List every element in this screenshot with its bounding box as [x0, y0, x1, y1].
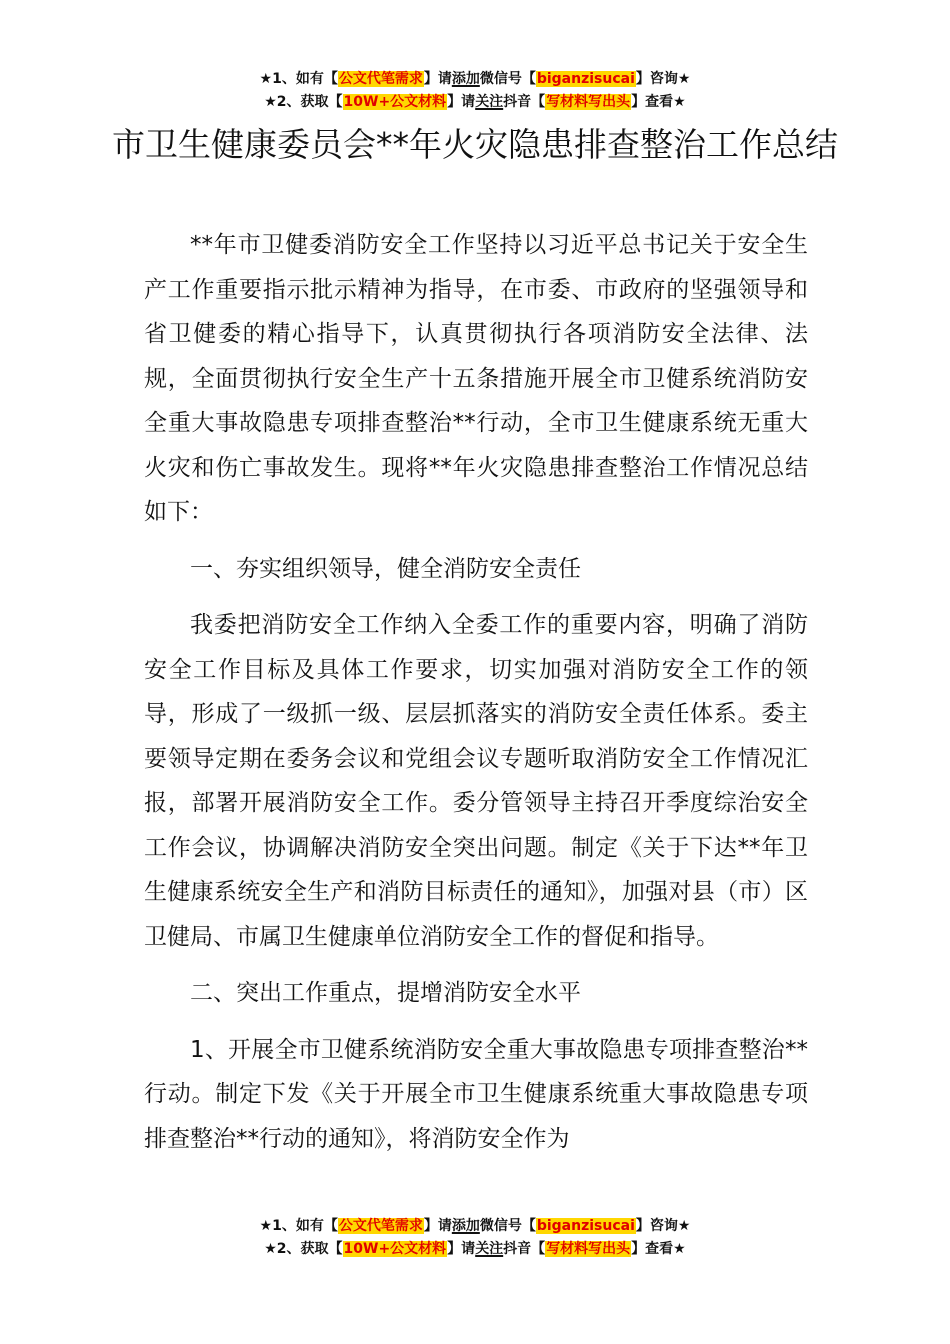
banner-line-1: ★1、如有【公文代笔需求】请添加微信号【biganzisucai】咨询★ — [259, 1218, 691, 1234]
banner-line-1: ★1、如有【公文代笔需求】请添加微信号【biganzisucai】咨询★ — [259, 71, 691, 87]
highlight-wechat-id: biganzisucai — [536, 71, 635, 87]
intro-paragraph: **年市卫健委消防安全工作坚持以习近平总书记关于安全生产工作重要指示批示精神为指导，在市委、市政府的坚强领导和省卫健委的精心指导下，认真贯彻执行各项消防安全法律、法规，全面贯彻执行安全生产十五条措施开展全市卫健系统消防安全重大事故隐患专项排查整治**行动，全市卫生健康系统无重大火灾和伤亡事故发生。现将**年火灾隐患排查整治工作情况总结如下： — [144, 232, 808, 525]
document-body — [144, 223, 808, 1161]
section-heading-1: 一、夯实组织领导，健全消防安全责任 — [190, 555, 581, 582]
section-2-paragraph: 1、开展全市卫健系统消防安全重大事故隐患专项排查整治**行动。制定下发《关于开展全市卫生健康系统重大事故隐患专项排查整治**行动的通知》，将消防安全作为 — [144, 1036, 808, 1152]
section-1-paragraph: 我委把消防安全工作纳入全委工作的重要内容，明确了消防安全工作目标及具体工作要求，切实加强对消防安全工作的领导，形成了一级抓一级、层层抓落实的消防安全责任体系。委主要领导定期在委务会议和党组会议专题听取消防安全工作情况汇报，部署开展消防安全工作。委分管领导主持召开季度综治安全工作会议，协调解决消防安全突出问题。制定《关于下达**年卫生健康系统安全生产和消防目标责任的通知》，加强对县（市）区卫健局、市属卫生健康单位消防安全工作的督促和指导。 — [144, 612, 808, 950]
highlight-douyin: 写材料写出头 — [546, 1241, 631, 1257]
highlight-service: 公文代笔需求 — [338, 71, 423, 87]
banner-line-2: ★2、获取【10W+公文材料】请关注抖音【写材料写出头】查看★ — [264, 94, 686, 110]
highlight-service: 公文代笔需求 — [338, 1218, 423, 1234]
section-heading-2: 二、突出工作重点，提增消防安全水平 — [190, 980, 581, 1006]
highlight-douyin: 写材料写出头 — [546, 94, 631, 110]
highlight-materials: 10W+公文材料 — [343, 1241, 447, 1257]
promo-banner-bottom — [0, 1215, 950, 1261]
document-title: 市卫生健康委员会**年火灾隐患排查整治工作总结 — [112, 125, 838, 164]
banner-line-2: ★2、获取【10W+公文材料】请关注抖音【写材料写出头】查看★ — [264, 1241, 686, 1257]
highlight-wechat-id: biganzisucai — [536, 1218, 635, 1234]
highlight-materials: 10W+公文材料 — [343, 94, 447, 110]
promo-banner-top — [0, 68, 950, 114]
